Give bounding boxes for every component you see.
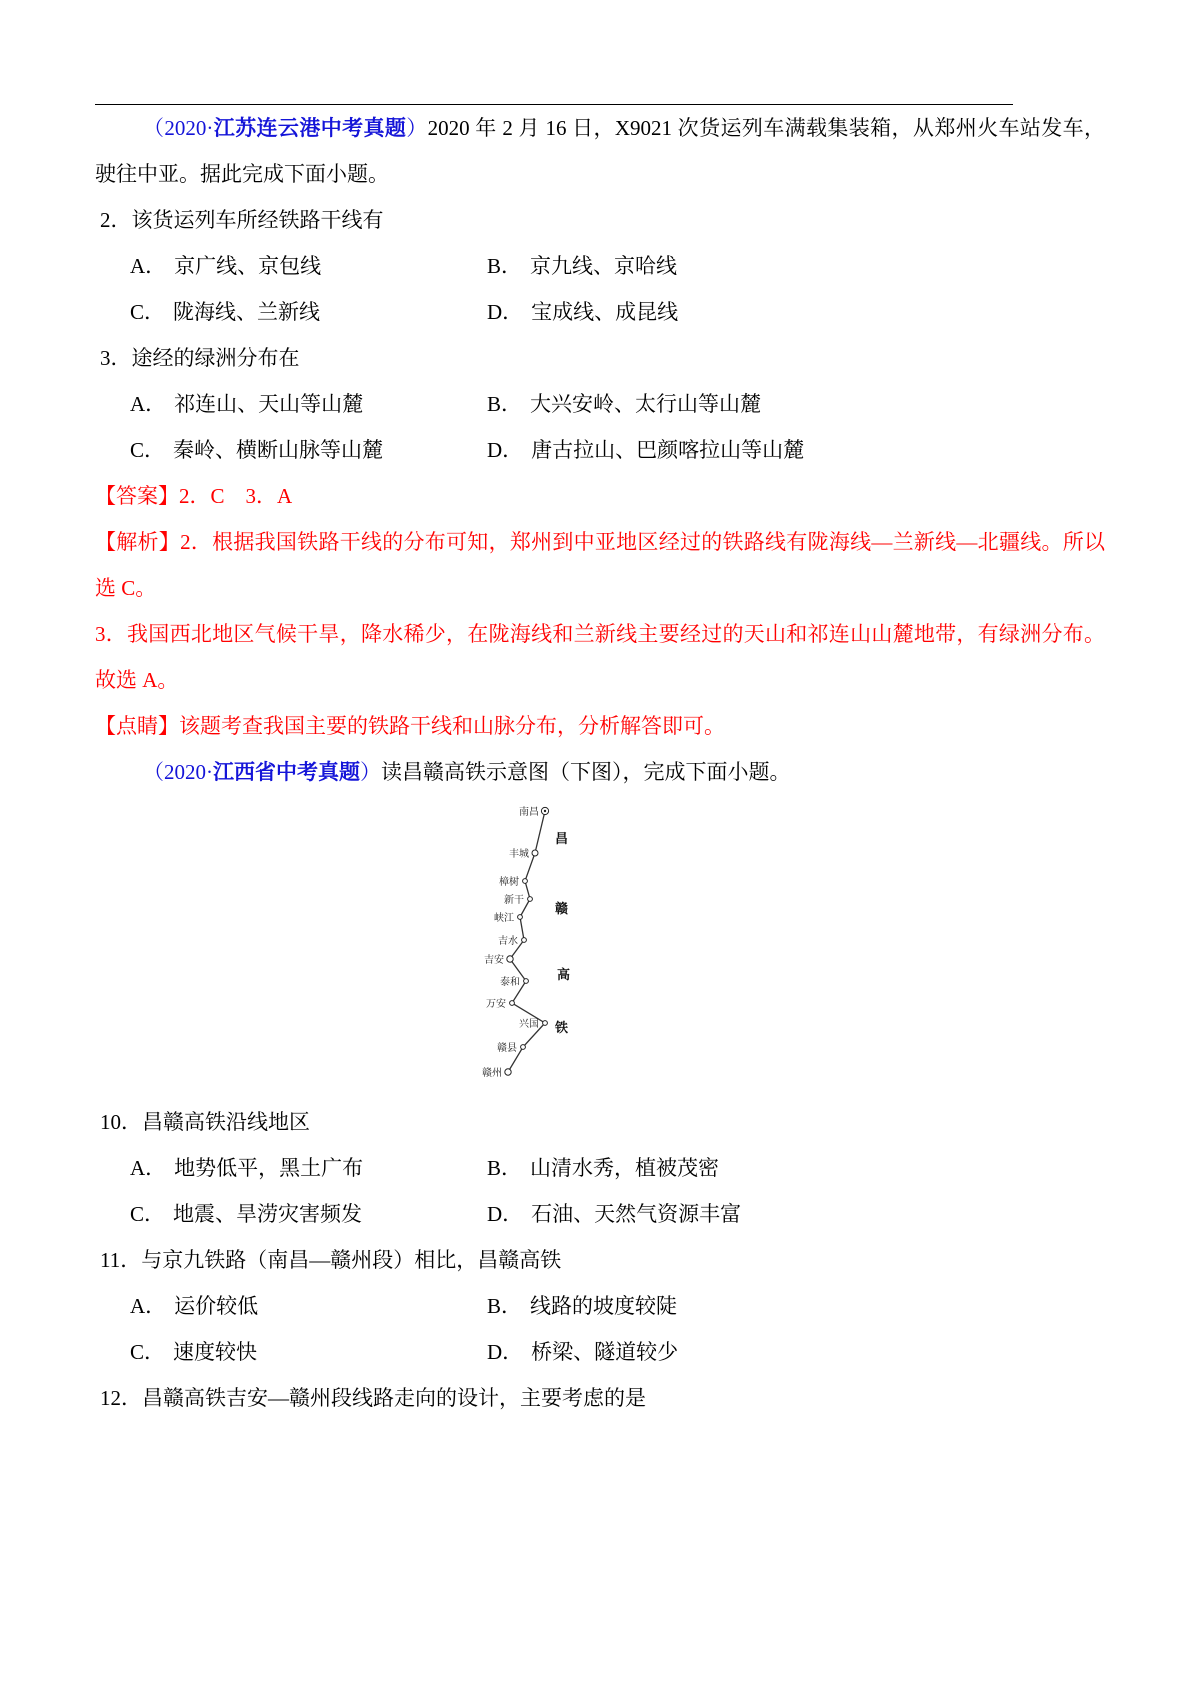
station-marker — [543, 1021, 548, 1026]
question-text: 途经的绿洲分布在 — [131, 346, 300, 370]
answer-values: 2．C 3．A — [179, 484, 293, 508]
option-label: D． — [487, 1340, 524, 1364]
analysis-paragraph-1 — [95, 519, 1105, 611]
station-label: 吉水 — [498, 936, 518, 947]
option-label: A． — [130, 1156, 167, 1180]
railway-name-char: 铁 — [555, 1020, 569, 1035]
station-marker — [528, 897, 533, 902]
option-a — [130, 1283, 487, 1329]
option-label: C． — [130, 1202, 166, 1226]
question-number: 10． — [100, 1110, 142, 1134]
option-label: A． — [130, 1294, 167, 1318]
option-label: B． — [487, 254, 523, 278]
option-b — [487, 243, 1105, 289]
question-11-options-row-2 — [95, 1329, 1105, 1375]
station-label: 赣县 — [497, 1043, 517, 1054]
option-text: 桥梁、隧道较少 — [531, 1340, 679, 1364]
question-text: 与京九铁路（南昌—赣州段）相比，昌赣高铁 — [141, 1248, 562, 1272]
option-c — [130, 289, 487, 335]
station-marker — [510, 1001, 515, 1006]
question-number: 3． — [100, 346, 132, 370]
option-b — [487, 1145, 1105, 1191]
option-label: D． — [487, 1202, 524, 1226]
answer-line — [95, 473, 1105, 519]
analysis-paragraph-2 — [95, 611, 1105, 703]
option-text: 宝成线、成昆线 — [531, 300, 679, 324]
option-d — [487, 1191, 1105, 1237]
option-label: C． — [130, 1340, 166, 1364]
question-11-stem — [95, 1237, 1105, 1283]
option-text: 速度较快 — [173, 1340, 258, 1364]
station-label: 峡江 — [494, 913, 514, 924]
station-marker — [507, 956, 513, 962]
railway-name-char: 高 — [557, 967, 571, 982]
analysis-text-2: 3．我国西北地区气候干旱，降水稀少，在陇海线和兰新线主要经过的天山和祁连山山麓地带，有绿洲分布。故选 A。 — [95, 622, 1105, 692]
source-name: 江西省中考真题 — [213, 760, 360, 784]
option-label: C． — [130, 438, 166, 462]
option-text: 线路的坡度较陡 — [530, 1294, 678, 1318]
question-text: 昌赣高铁沿线地区 — [142, 1110, 310, 1134]
option-label: B． — [487, 392, 523, 416]
tip-text: 该题考查我国主要的铁路干线和山脉分布，分析解答即可。 — [179, 714, 725, 738]
passage-2 — [95, 749, 1105, 795]
option-d — [487, 1329, 1105, 1375]
question-text: 昌赣高铁吉安—赣州段线路走向的设计，主要考虑的是 — [142, 1386, 646, 1410]
station-marker — [532, 850, 538, 856]
station-label: 丰城 — [509, 849, 529, 860]
source-tag-2 — [143, 760, 381, 784]
option-label: C． — [130, 300, 166, 324]
option-a — [130, 243, 487, 289]
railway-name-char: 赣 — [555, 901, 569, 916]
question-number: 11． — [100, 1248, 142, 1272]
station-label: 赣州 — [482, 1068, 502, 1079]
option-text: 山清水秀，植被茂密 — [530, 1156, 720, 1180]
question-3-options-row-2 — [95, 427, 1105, 473]
station-label: 吉安 — [484, 955, 504, 966]
option-b — [487, 1283, 1105, 1329]
option-label: B． — [487, 1294, 523, 1318]
option-d — [487, 289, 1105, 335]
option-d — [487, 427, 1105, 473]
railway-map-svg — [453, 799, 593, 1091]
station-label: 樟树 — [499, 877, 519, 888]
option-a — [130, 1145, 487, 1191]
option-text: 唐古拉山、巴颜喀拉山等山麓 — [531, 438, 805, 462]
option-text: 京九线、京哈线 — [530, 254, 678, 278]
option-text: 石油、天然气资源丰富 — [531, 1202, 742, 1226]
station-marker — [524, 979, 529, 984]
question-3-stem — [95, 335, 1105, 381]
railway-name-char: 昌 — [555, 831, 569, 846]
source-open-paren: （2020· — [143, 116, 214, 140]
passage-2-text: 读昌赣高铁示意图（下图），完成下面小题。 — [381, 760, 791, 784]
question-3-options-row-1 — [95, 381, 1105, 427]
option-text: 祁连山、天山等山麓 — [174, 392, 364, 416]
question-2-stem — [95, 197, 1105, 243]
station-marker — [518, 915, 523, 920]
option-text: 秦岭、横断山脉等山麓 — [173, 438, 384, 462]
source-tag-1 — [143, 116, 428, 140]
source-close-paren: ） — [406, 116, 428, 140]
question-number: 2． — [100, 208, 132, 232]
question-10-options-row-2 — [95, 1191, 1105, 1237]
option-text: 运价较低 — [174, 1294, 259, 1318]
option-label: A． — [130, 254, 167, 278]
station-label: 南昌 — [519, 807, 539, 818]
station-label: 泰和 — [500, 977, 520, 988]
passage-1 — [95, 105, 1105, 197]
source-open-paren: （2020· — [143, 760, 213, 784]
question-2-options-row-2 — [95, 289, 1105, 335]
option-c — [130, 427, 487, 473]
station-marker — [522, 938, 527, 943]
option-text: 大兴安岭、太行山等山麓 — [530, 392, 762, 416]
changgan-railway-map — [453, 799, 603, 1091]
option-c — [130, 1329, 487, 1375]
tip-paragraph — [95, 703, 1105, 749]
option-label: B． — [487, 1156, 523, 1180]
station-label: 新干 — [504, 895, 524, 906]
option-text: 京广线、京包线 — [174, 254, 322, 278]
option-text: 地势低平，黑土广布 — [174, 1156, 364, 1180]
option-text: 陇海线、兰新线 — [173, 300, 321, 324]
source-close-paren: ） — [360, 760, 381, 784]
option-c — [130, 1191, 487, 1237]
option-label: A． — [130, 392, 167, 416]
option-label: D． — [487, 438, 524, 462]
station-marker-terminal-dot — [544, 810, 546, 812]
option-a — [130, 381, 487, 427]
question-2-options-row-1 — [95, 243, 1105, 289]
station-label: 万安 — [486, 999, 506, 1010]
analysis-text-1: 2．根据我国铁路干线的分布可知，郑州到中亚地区经过的铁路线有陇海线—兰新线—北疆线。所以选 C。 — [95, 530, 1106, 600]
question-10-stem — [95, 1099, 1105, 1145]
question-number: 12． — [100, 1386, 142, 1410]
question-text: 该货运列车所经铁路干线有 — [131, 208, 384, 232]
option-text: 地震、旱涝灾害频发 — [173, 1202, 363, 1226]
answer-tag: 【答案】 — [95, 484, 179, 508]
source-name: 江苏连云港中考真题 — [213, 116, 407, 140]
station-marker — [521, 1045, 526, 1050]
station-marker — [523, 879, 528, 884]
analysis-tag: 【解析】 — [95, 530, 181, 554]
passage-1-text: 2020 年 2 月 16 日，X9021 次货运列车满载集装箱，从郑州火车站发车，驶往中亚。据此完成下面小题。 — [95, 116, 1106, 186]
question-10-options-row-1 — [95, 1145, 1105, 1191]
option-label: D． — [487, 300, 524, 324]
station-label: 兴国 — [519, 1019, 539, 1030]
tip-tag: 【点睛】 — [95, 714, 179, 738]
question-11-options-row-1 — [95, 1283, 1105, 1329]
option-b — [487, 381, 1105, 427]
question-12-stem — [95, 1375, 1105, 1421]
station-marker — [505, 1069, 511, 1075]
